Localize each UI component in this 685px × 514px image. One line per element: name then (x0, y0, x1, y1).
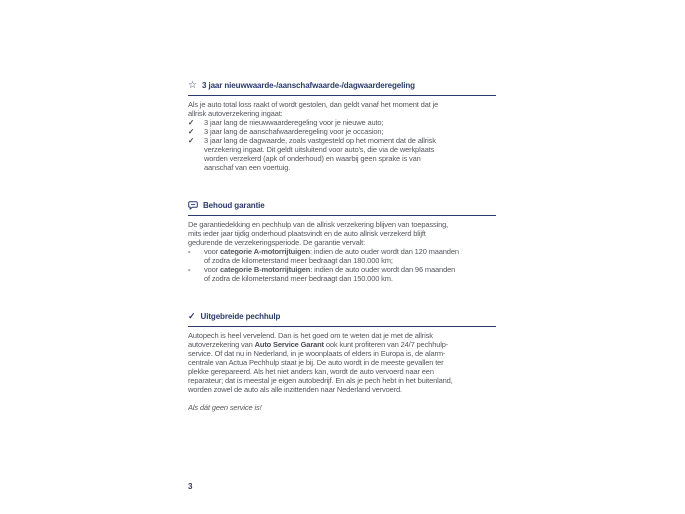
star-icon: ☆ (188, 80, 197, 91)
list-item-text: 3 jaar lang de aanschafwaarderegeling voor je occasion; (204, 127, 384, 136)
document-content (188, 81, 496, 441)
check-icon: ✓ (188, 136, 195, 145)
section-header (188, 81, 496, 96)
section-intro: Als je auto total loss raakt of wordt gestolen, dan geldt vanaf het moment dat je allrisk autoverzekering ingaat: (188, 100, 439, 118)
dash-list (188, 247, 496, 283)
check-icon: ✓ (188, 118, 195, 127)
list-item-text: voor categorie B-motorrijtuigen: indien de auto ouder wordt dan 96 maanden of zodra de kilometerstand meer bedraagt dan 150.000 km. (204, 265, 456, 283)
list-item (188, 247, 496, 265)
section-uitgebreide-pechhulp (188, 312, 496, 412)
list-item-text: 3 jaar lang de nieuwwaarderegeling voor je nieuwe auto; (204, 118, 384, 127)
list-item (188, 136, 496, 172)
section-title: 3 jaar nieuwwaarde-/aanschafwaarde-/dagwaarderegeling (201, 81, 415, 90)
section-title: Uitgebreide pechhulp (200, 312, 281, 321)
list-item-text: voor categorie A-motorrijtuigen: indien de auto ouder wordt dan 120 maanden of zodra de kilometerstand meer bedraagt dan 180.000 km; (204, 247, 459, 265)
section-header (188, 312, 496, 327)
list-item (188, 118, 496, 127)
section-behoud-garantie (188, 201, 496, 283)
check-list (188, 118, 496, 172)
section-intro: De garantiedekking en pechhulp van de allrisk verzekering blijven van toepassing, mits ieder jaar tijdig onderhoud plaatsvindt en de auto allrisk verzekerd blijft gedurende de verzekeringsperiode. De garantie vervalt: (188, 220, 449, 247)
section-nieuwwaarderegeling (188, 81, 496, 172)
list-item (188, 265, 496, 283)
dash-bullet: - (188, 247, 191, 256)
check-icon: ✓ (188, 311, 196, 321)
section-intro: Autopech is heel vervelend. Dan is het goed om te weten dat je met de allrisk autoverzekering van Auto Service Garant ook kunt profiteren van 24/7 pechhulp- service. Of dat nu in Nederland, in je woonplaats of elders in Europa is, de alarm- centrale van Actua Pechhulp staat je bij. De auto wordt in de meeste gevallen ter plekke gerepareerd. Als het niet anders kan, wordt de auto vervoerd naar een reparateur; dat is meestal je eigen autobedrijf. En als je pech hebt in het buitenland, worden zowel de auto als alle inzittenden naar Nederland vervoerd. (188, 331, 453, 394)
closing-remark: Als dát geen service is! (188, 403, 262, 412)
list-item-text: 3 jaar lang de dagwaarde, zoals vastgesteld op het moment dat de allrisk verzekering ingaat. Dit geldt uitsluitend voor auto's, die via de werkplaats worden verzekerd (apk of onderhoud) en waarbij geen sprake is van aanschaf van een voertuig. (204, 136, 436, 172)
speech-bubble-icon (188, 201, 198, 210)
list-item (188, 127, 496, 136)
check-icon: ✓ (188, 127, 195, 136)
section-title: Behoud garantie (203, 201, 265, 210)
section-header (188, 201, 496, 216)
page-number: 3 (188, 482, 193, 491)
dash-bullet: - (188, 265, 191, 274)
